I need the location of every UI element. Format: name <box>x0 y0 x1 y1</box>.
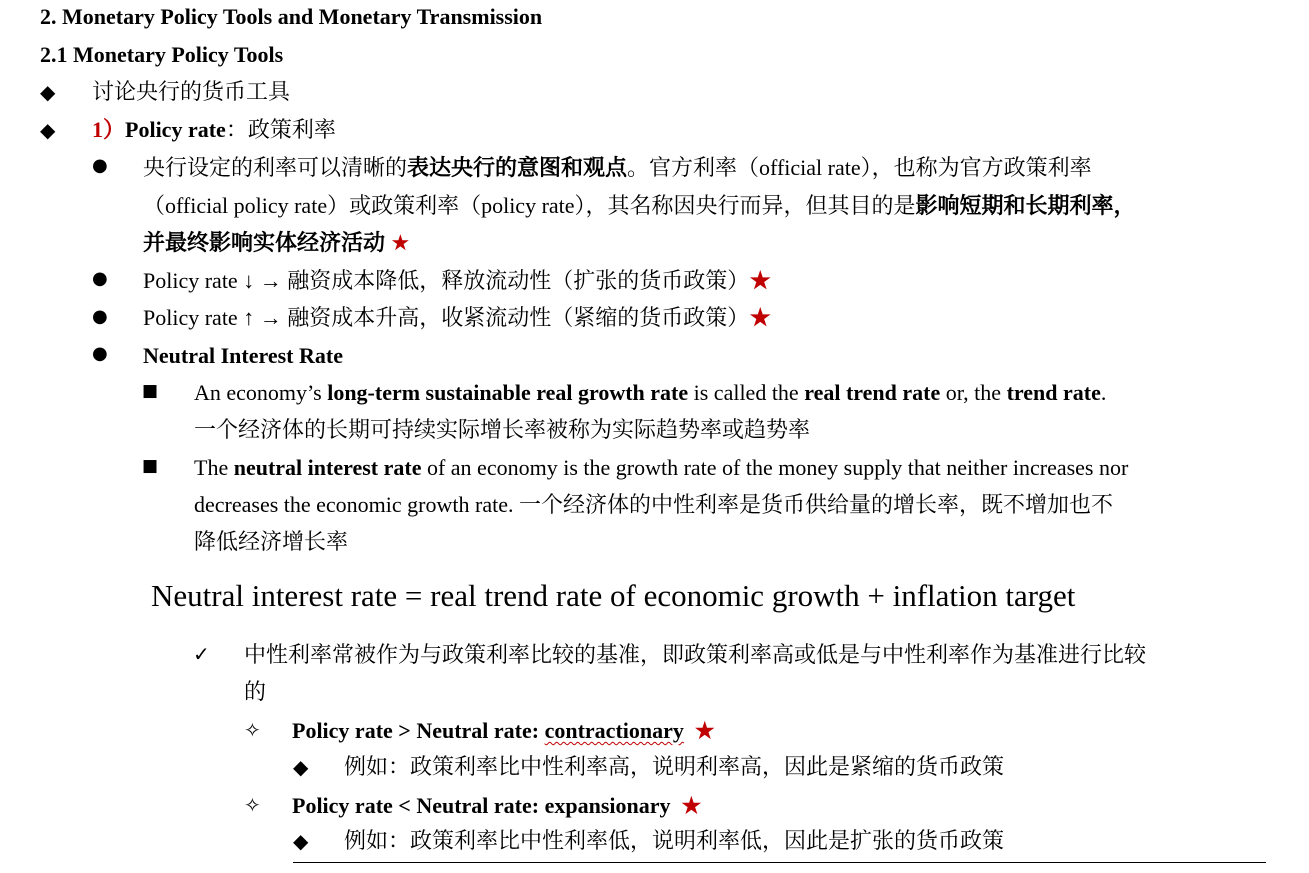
horizontal-rule <box>293 862 1266 863</box>
contractionary-line <box>292 712 715 749</box>
text-span: 央行设定的利率可以清晰的 <box>143 155 408 180</box>
sparkle-bullet-icon: ✧ <box>244 718 261 742</box>
check-icon: ✓ <box>193 642 210 666</box>
neutral-rate-def-line: 降低经济增长率 <box>194 529 349 554</box>
list-item-policy-rate <box>92 111 336 148</box>
policy-rate-cn: 政策利率 <box>247 117 336 142</box>
text-span: Policy rate > Neutral rate: <box>292 718 545 743</box>
diamond-bullet-icon: ◆ <box>40 80 56 104</box>
emphasis-text: 影响短期和长期利率， <box>915 193 1136 218</box>
text-span: The <box>194 455 234 480</box>
text-span: of an economy is the growth rate of the money supply that neither increases nor <box>421 455 1129 480</box>
star-icon: ★ <box>694 718 715 743</box>
policy-rate-up-line <box>143 299 771 336</box>
dot-bullet-icon: ● <box>92 155 108 176</box>
star-icon: ★ <box>681 793 702 818</box>
policy-rate-down-line <box>143 262 771 299</box>
diamond-bullet-icon: ◆ <box>40 118 56 142</box>
star-icon: ★ <box>390 230 411 255</box>
dot-bullet-icon: ● <box>92 343 108 364</box>
emphasis-text: real trend rate <box>804 380 941 405</box>
item-number: 1） <box>92 117 126 142</box>
list-item-discuss: 讨论央行的货币工具 <box>92 79 291 104</box>
contractionary-example: 例如：政策利率比中性利率高，说明利率高，因此是紧缩的货币政策 <box>344 754 1005 779</box>
text-span: An economy’s <box>194 380 328 405</box>
star-icon: ★ <box>749 305 772 330</box>
paragraph-line <box>143 224 410 261</box>
text-span: Policy rate ↑ → 融资成本升高，收紧流动性（紧缩的货币政策） <box>143 305 750 330</box>
text-span: 。官方利率（official rate），也称为官方政策利率 <box>627 155 1092 180</box>
contractionary-word: contractionary <box>544 718 684 743</box>
emphasis-text: trend rate <box>1006 380 1101 405</box>
neutral-rate-def-line <box>194 449 1128 486</box>
square-bullet-icon: ■ <box>142 456 159 476</box>
neutral-rate-def-line: decreases the economic growth rate. 一个经济体的中性利率是货币供给量的增长率，既不增加也不 <box>194 492 1113 517</box>
dot-bullet-icon: ● <box>92 268 108 289</box>
text-span: Policy rate < Neutral rate: expansionary <box>292 793 671 818</box>
neutral-rate-formula: Neutral interest rate = real trend rate of economic growth + inflation target <box>151 578 1076 613</box>
sparkle-bullet-icon: ✧ <box>244 793 261 817</box>
neutral-interest-rate-heading: Neutral Interest Rate <box>143 343 343 368</box>
section-heading: 2. Monetary Policy Tools and Monetary Transmission <box>40 4 543 29</box>
emphasis-text: 表达央行的意图和观点 <box>407 155 628 180</box>
star-icon: ★ <box>749 268 772 293</box>
emphasis-text: neutral interest rate <box>233 455 422 480</box>
text-span: or, the <box>940 380 1007 405</box>
benchmark-line: 中性利率常被作为与政策利率比较的基准，即政策利率高或低是与中性利率作为基准进行比较 <box>244 642 1147 667</box>
paragraph-line <box>143 187 1136 224</box>
paragraph-line <box>143 149 1092 186</box>
diamond-bullet-icon: ◆ <box>293 755 309 779</box>
expansionary-line <box>292 787 701 824</box>
emphasis-text: long-term sustainable real growth rate <box>327 380 689 405</box>
text-span: （official policy rate）或政策利率（policy rate），其名称因央行而异，但其目的是 <box>143 193 916 218</box>
subsection-heading: 2.1 Monetary Policy Tools <box>40 42 284 67</box>
diamond-bullet-icon: ◆ <box>293 829 309 853</box>
text-span: is called the <box>688 380 805 405</box>
square-bullet-icon: ■ <box>142 381 159 401</box>
emphasis-text: 并最终影响实体经济活动 <box>143 230 386 255</box>
text-span: Policy rate ↓ → 融资成本降低，释放流动性（扩张的货币政策） <box>143 268 750 293</box>
benchmark-line: 的 <box>244 679 267 704</box>
colon: ： <box>225 117 248 142</box>
dot-bullet-icon: ● <box>92 306 108 327</box>
trend-rate-line <box>194 374 1106 411</box>
text-span: . <box>1100 380 1107 405</box>
policy-rate-title: Policy rate <box>125 117 226 142</box>
expansionary-example: 例如：政策利率比中性利率低，说明利率低，因此是扩张的货币政策 <box>344 828 1005 853</box>
trend-rate-cn-line: 一个经济体的长期可持续实际增长率被称为实际趋势率或趋势率 <box>194 417 811 442</box>
